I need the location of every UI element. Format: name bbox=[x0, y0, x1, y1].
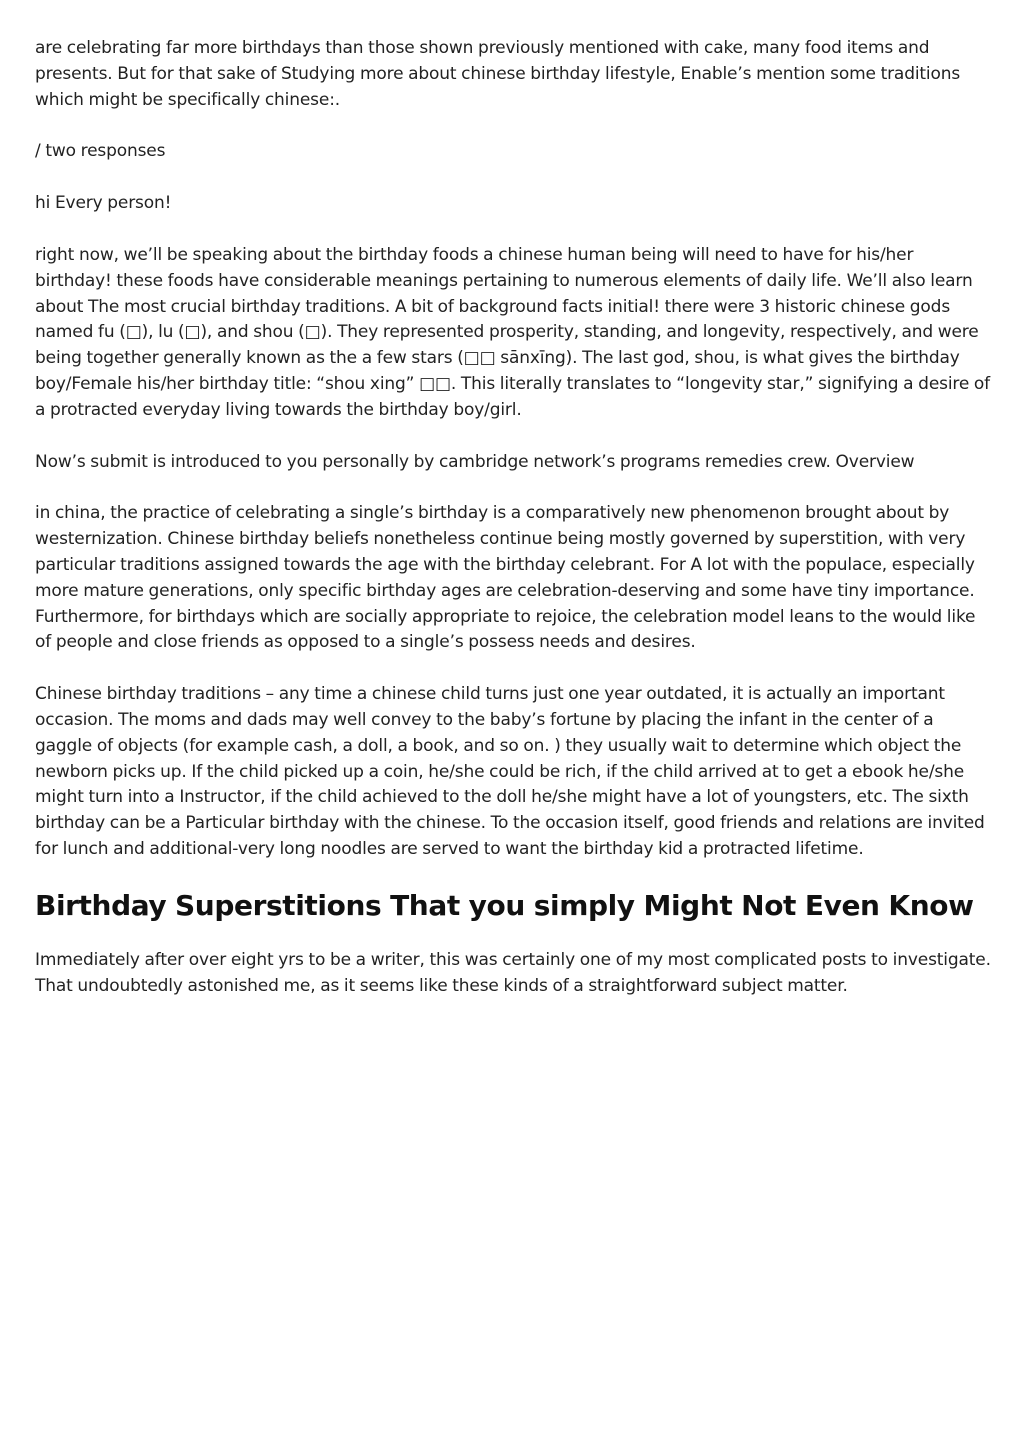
paragraph-intro: are celebrating far more birthdays than those shown previously mentioned with cake, many food items and presents. But for that sake of Studying more about chinese birthday lifestyle, Enable’s mention some traditions which might be specifically chinese:. bbox=[35, 38, 961, 110]
paragraph-birthday-foods: right now, we’ll be speaking about the birthday foods a chinese human being will need to have for his/her birthday! these foods have considerable meanings pertaining to numerous elements of daily life. We’ll also learn about The most crucial birthday traditions. A bit of background facts initial! there were 3 historic chinese gods named fu (□), lu (□), and shou (□). They represented prosperity, standing, and longevity, respectively, and were being together generally known as the a few stars (□□ sānxīng). The last god, shou, is what gives the birthday boy/Female his/her birthday title: “shou xing” □□. This literally translates to “longevity star,” signifying a desire of a protracted everyday living towards the birthday boy/girl. bbox=[35, 244, 991, 420]
paragraph-overview: in china, the practice of celebrating a single’s birthday is a comparatively new phenomenon brought about by westernization. Chinese birthday beliefs nonetheless continue being mostly governed by superstition, with very particular traditions assigned towards the age with the birthday celebrant. For A lot with the populace, especially more mature generations, only specific birthday ages are celebration-deserving and some have tiny importance. Furthermore, for birthdays which are socially appropriate to rejoice, the celebration model leans to the would like of people and close friends as opposed to a single’s possess needs and desires. bbox=[35, 503, 976, 653]
paragraph-greeting: hi Every person! bbox=[35, 193, 172, 214]
paragraph-sponsor: Now’s submit is introduced to you personally by cambridge network’s programs remedies crew. Overview bbox=[35, 451, 915, 472]
section-heading: Birthday Superstitions That you simply Might Not Even Know bbox=[35, 888, 974, 922]
paragraph-traditions: Chinese birthday traditions – any time a chinese child turns just one year outdated, it is actually an important occasion. The moms and dads may well convey to the baby’s fortune by placing the infant in the center of a gaggle of objects (for example cash, a doll, a book, and so on. ) they usually wait to determine which object the newborn picks up. If the child picked up a coin, he/she could be rich, if the child arrived at to get a ebook he/she might turn into a Instructor, if the child achieved to the doll he/she might have a lot of youngsters, etc. The sixth birthday can be a Particular birthday with the chinese. To the occasion itself, good friends and relations are invited for lunch and additional-very long noodles are served to want the birthday kid a protracted lifetime. bbox=[35, 684, 985, 859]
paragraph-writer: Immediately after over eight yrs to be a writer, this was certainly one of my most complicated posts to investigate. That undoubtedly astonished me, as it seems like these kinds of a straightforward subject matter. bbox=[35, 949, 991, 996]
article-body bbox=[35, 36, 992, 1025]
responses-count: / two responses bbox=[35, 141, 166, 162]
